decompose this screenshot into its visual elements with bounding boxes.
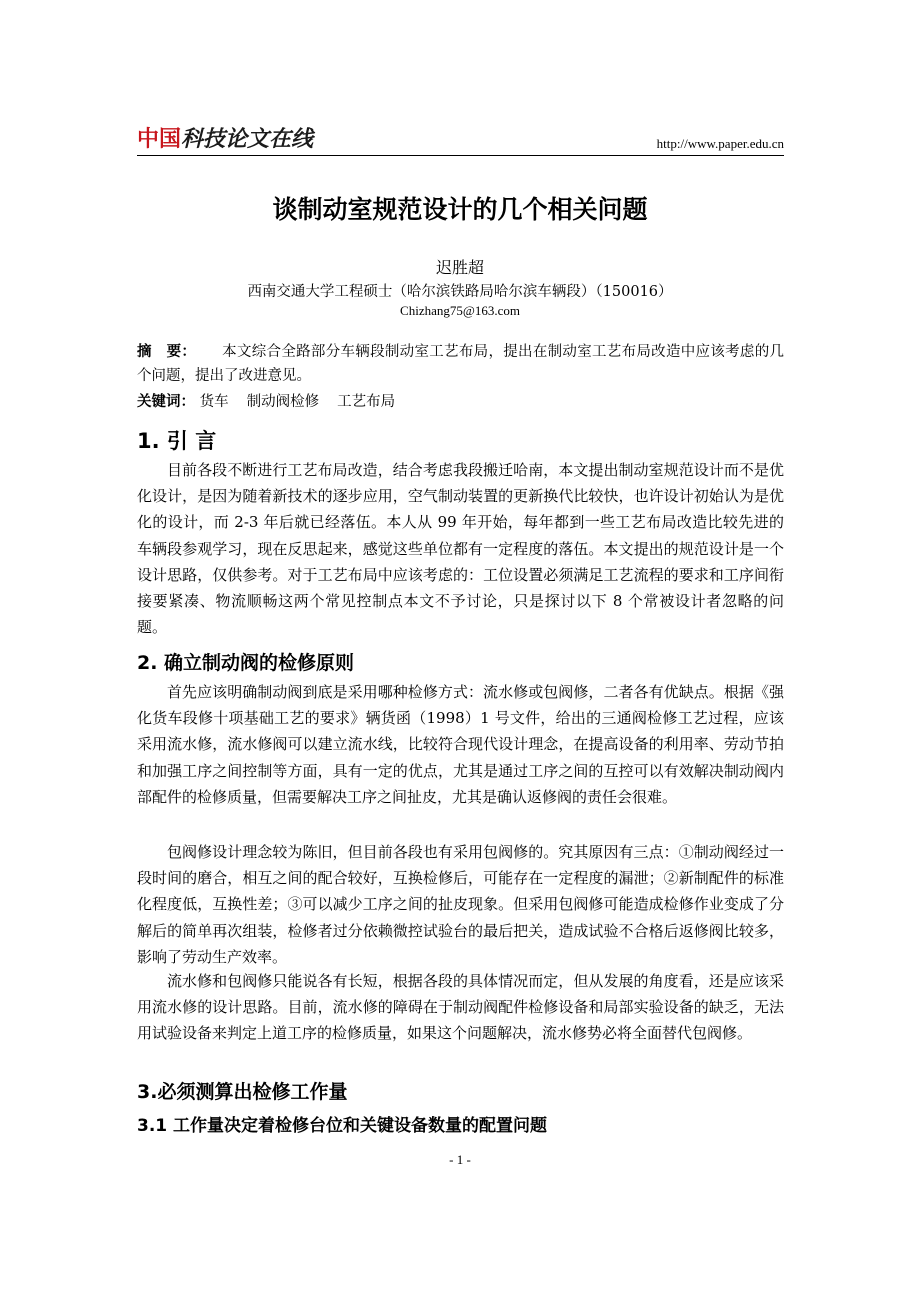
section-2-heading: 2. 确立制动阀的检修原则 [137, 652, 355, 674]
keyword: 工艺布局 [337, 394, 396, 410]
section-1-paragraph: 目前各段不断进行工艺布局改造，结合考虑我段搬迁哈南，本文提出制动室规范设计而不是优化设计，是因为随着新技术的逐步应用，空气制动装置的更新换代比较快，也许设计初始认为是优化的设计，而 2-3 年后就已经落伍。本人从 99 年开始，每年都到一些工艺布局改造比较先进的车辆段参观学习，现在反思起来，感觉这些单位都有一定程度的落伍。本文提出的规范设计是一个设计思路，仅供参考。对于工艺布局中应该考虑的：工位设置必须满足工艺流程的要求和工序间衔接要紧凑、物流顺畅这两个常见控制点本文不予讨论，只是探讨以下 8 个常被设计者忽略的问题。 [137, 461, 784, 637]
section-2-paragraph-2: 包阀修设计理念较为陈旧，但目前各段也有采用包阀修的。究其原因有三点：①制动阀经过一段时间的磨合，相互之间的配合较好，互换检修后，可能存在一定程度的漏泄；②新制配件的标准化程度低，互换性差；③可以减少工序之间的扯皮现象。但采用包阀修可能造成检修作业变成了分解后的简单再次组装，检修者过分依赖微控试验台的最后把关，造成试验不合格后返修阀比较多，影响了劳动生产效率。 [137, 843, 784, 966]
logo-text-china: 中国 [137, 127, 182, 152]
logo-text-sci-papers: 科技论文在线 [181, 127, 314, 152]
abstract-text: 本文综合全路部分车辆段制动室工艺布局，提出在制动室工艺布局改造中应该考虑的几个问题，提出了改进意见。 [137, 344, 784, 384]
page-number: - 1 - [449, 1152, 471, 1167]
section-1-heading: 1. 引 言 [137, 429, 217, 453]
author-name: 迟胜超 [435, 258, 484, 277]
paper-title: 谈制动室规范设计的几个相关问题 [272, 195, 648, 224]
keywords-label: 关键词： [137, 394, 195, 410]
header-rule [137, 155, 784, 156]
section-3-heading: 3.必须测算出检修工作量 [137, 1081, 348, 1103]
section-2-paragraph-3: 流水修和包阀修只能说各有长短，根据各段的具体情况而定，但从发展的角度看，还是应该采用流水修的设计思路。目前，流水修的障碍在于制动阀配件检修设备和局部实验设备的缺乏，无法用试验设备来判定上道工序的检修质量，如果这个问题解决，流水修势必将全面替代包阀修。 [137, 972, 784, 1043]
header-url[interactable]: http://www.paper.edu.cn [656, 136, 784, 151]
abstract [137, 340, 784, 388]
abstract-label: 摘 要： [137, 344, 197, 360]
journal-logo [137, 126, 313, 154]
keyword: 货车 [199, 394, 229, 410]
section-2-paragraph-1: 首先应该明确制动阀到底是采用哪种检修方式：流水修或包阀修，二者各有优缺点。根据《强化货车段修十项基础工艺的要求》辆货函（1998）1 号文件，给出的三通阀检修工艺过程，应该采用流水修，流水修阀可以建立流水线，比较符合现代设计理念，在提高设备的利用率、劳动节拍和加强工序之间控制等方面，具有一定的优点，尤其是通过工序之间的互控可以有效解决制动阀内部配件的检修质量，但需要解决工序之间扯皮，尤其是确认返修阀的责任会很难。 [137, 683, 784, 806]
page-header [137, 126, 784, 156]
keyword: 制动阀检修 [246, 394, 320, 410]
keywords [137, 391, 784, 413]
section-3-1-heading: 3.1 工作量决定着检修台位和关键设备数量的配置问题 [137, 1116, 548, 1136]
author-email[interactable]: Chizhang75@163.com [400, 303, 520, 318]
author-affiliation: 西南交通大学工程硕士（哈尔滨铁路局哈尔滨车辆段）（150016） [247, 284, 673, 300]
